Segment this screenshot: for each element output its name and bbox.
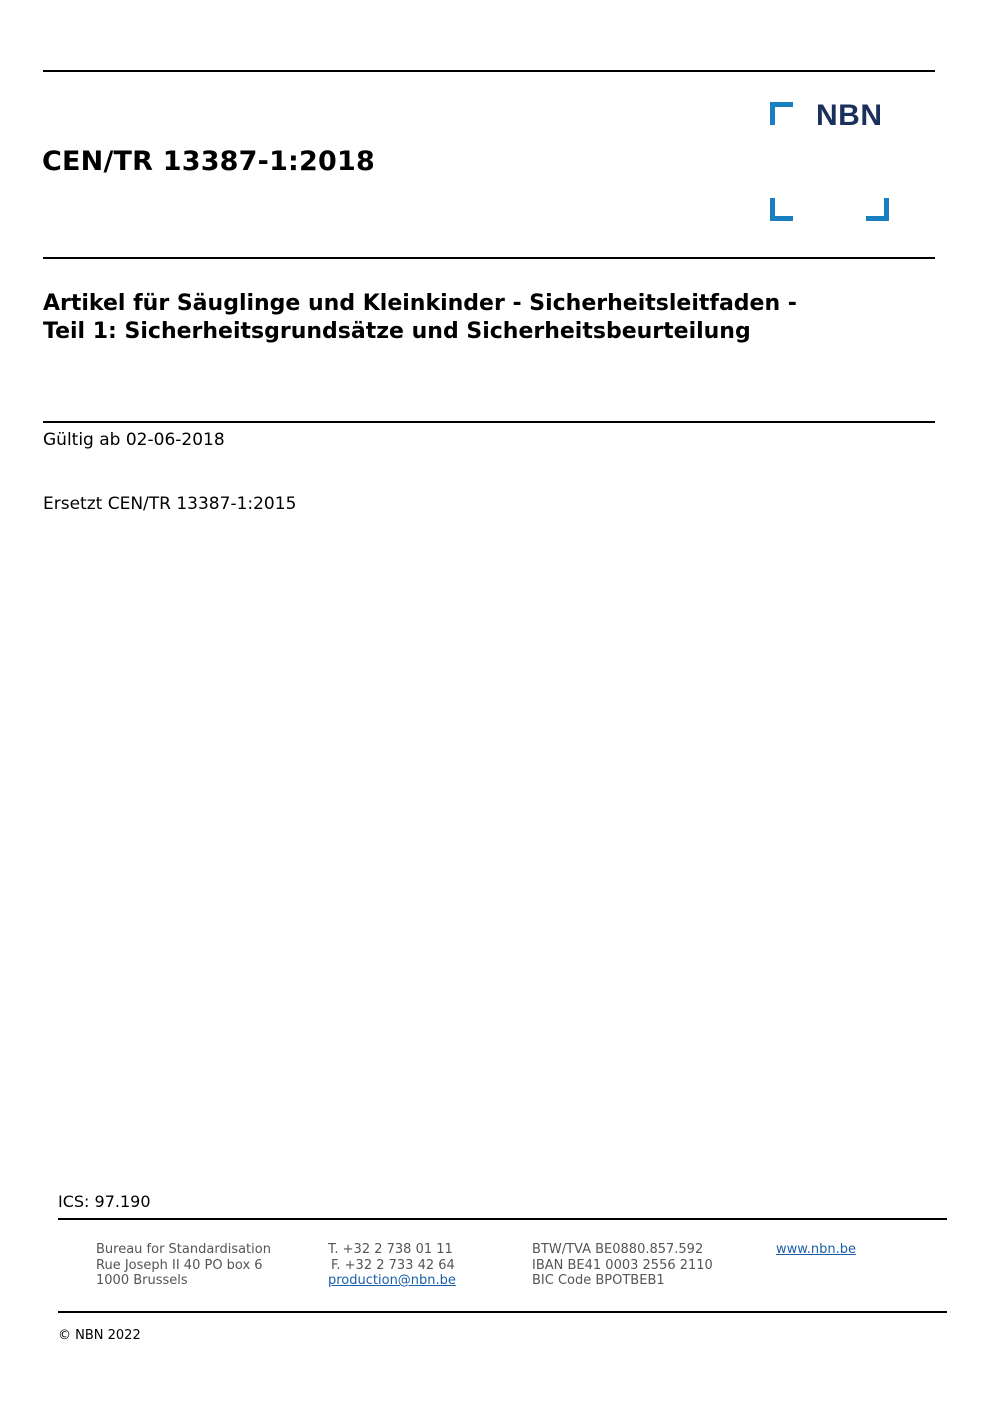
phone-number: T. +32 2 738 01 11 [328,1242,453,1257]
header-divider [43,257,935,259]
website-link[interactable]: www.nbn.be [776,1242,856,1257]
logo-wordmark: NBN [816,99,883,132]
footer-divider-top [58,1218,947,1220]
footer-divider-bottom [58,1311,947,1313]
copyright-notice: © NBN 2022 [58,1328,141,1343]
replaces-note: Ersetzt CEN/TR 13387-1:2015 [43,494,297,514]
address-line-3: 1000 Brussels [96,1273,188,1288]
valid-from: Gültig ab 02-06-2018 [43,430,225,450]
footer-address [96,1242,271,1289]
title-line-2: Teil 1: Sicherheitsgrundsätze und Sicherheitsbeurteilung [43,319,751,344]
fax-number: F. +32 2 733 42 64 [331,1257,455,1273]
address-line-2: Rue Joseph II 40 PO box 6 [96,1257,263,1273]
logo-corner-bottom-right [866,198,889,221]
vat-number: BTW/TVA BE0880.857.592 [532,1242,704,1257]
footer-contact [328,1242,456,1289]
title-divider [43,421,935,423]
iban-number: IBAN BE41 0003 2556 2110 [532,1257,713,1273]
footer-website [776,1242,856,1258]
document-title [43,290,923,346]
top-divider [43,70,935,72]
logo-corner-bottom-left [770,198,793,221]
bic-code: BIC Code BPOTBEB1 [532,1273,665,1288]
footer-bank-details [532,1242,713,1289]
address-line-1: Bureau for Standardisation [96,1242,271,1257]
email-link[interactable]: production@nbn.be [328,1273,456,1288]
nbn-logo [768,100,892,224]
title-line-1: Artikel für Säuglinge und Kleinkinder - Sicherheitsleitfaden - [43,291,797,316]
logo-corner-top-left [770,102,793,125]
document-number: CEN/TR 13387-1:2018 [42,146,375,177]
ics-code: ICS: 97.190 [58,1192,151,1211]
